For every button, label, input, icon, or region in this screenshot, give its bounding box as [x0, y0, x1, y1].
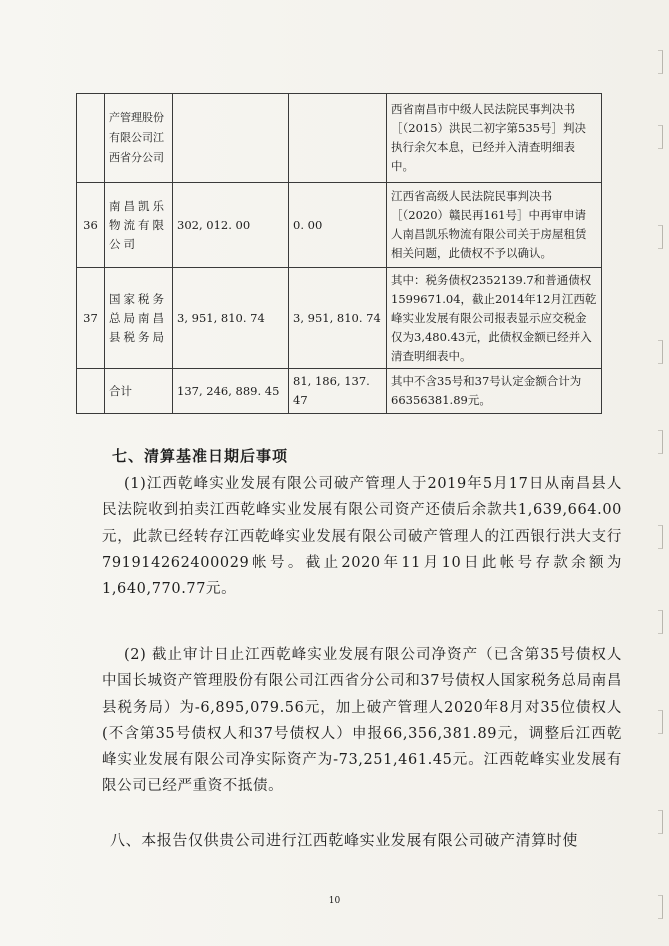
- binding-mark: [658, 430, 663, 454]
- section-heading: 八、本报告仅供贵公司进行江西乾峰实业发展有限公司破产清算时使: [110, 831, 579, 849]
- confirmed-amount: [289, 94, 387, 183]
- table-row: [77, 268, 602, 369]
- row-number: 37: [77, 268, 105, 369]
- creditor-name: 产管理股份有限公司江西省分公司: [105, 94, 173, 183]
- binding-mark: [658, 125, 663, 149]
- paragraph: [102, 471, 622, 602]
- row-number: [77, 94, 105, 183]
- claimed-amount: 302, 012. 00: [173, 183, 289, 268]
- binding-mark: [658, 225, 663, 249]
- creditor-name: 国家税务总局南昌县税务局: [105, 268, 173, 369]
- total-confirmed-amount: 81, 186, 137. 47: [289, 369, 387, 414]
- total-remark: 其中不含35号和37号认定金额合计为66356381.89元。: [387, 369, 602, 414]
- table-row: [77, 183, 602, 268]
- table-row: [77, 94, 602, 183]
- section-heading: 七、清算基准日期后事项: [112, 447, 289, 465]
- paragraph-text: (1)江西乾峰实业发展有限公司破产管理人于2019年5月17日从南昌县人民法院收到拍卖江西乾峰实业发展有限公司资产还债后余款共1,639,664.00元，此款已经转存江西乾峰实业发展有限公司破产管理人的江西银行洪大支行791914262400029帐号。截止2020年11月10日此帐号存款余额为1,640,770.77元。: [102, 476, 622, 598]
- binding-mark: [658, 525, 663, 549]
- confirmed-amount: 0. 00: [289, 183, 387, 268]
- binding-mark: [658, 50, 663, 74]
- claims-table: [76, 93, 602, 414]
- page-number: 10: [328, 896, 341, 906]
- table-total-row: [77, 369, 602, 414]
- confirmed-amount: 3, 951, 810. 74: [289, 268, 387, 369]
- paragraph-text: (2) 截止审计日止江西乾峰实业发展有限公司净资产（已含第35号债权人中国长城资产管理股份有限公司江西省分公司和37号债权人国家税务总局南昌县税务局）为-6,895,079.56元，加上破产管理人2020年8月对35位债权人(不含第35号债权人和37号债权人）申报66,356,381.89元，调整后江西乾峰实业发展有限公司净实际资产为-73,251,461.45元。江西乾峰实业发展有限公司已经严重资不抵债。: [102, 647, 622, 795]
- binding-mark: [658, 340, 663, 364]
- binding-marks: [651, 50, 663, 920]
- remark: 江西省高级人民法院民事判决书［（2020）赣民再161号］中再审申请人南昌凯乐物流有限公司关于房屋租赁相关问题，此债权不予以确认。: [387, 183, 602, 268]
- row-number: 36: [77, 183, 105, 268]
- row-number-empty: [77, 369, 105, 414]
- binding-mark: [658, 810, 663, 834]
- claimed-amount: [173, 94, 289, 183]
- total-claimed-amount: 137, 246, 889. 45: [173, 369, 289, 414]
- paragraph: [102, 642, 622, 800]
- total-label: 合计: [105, 369, 173, 414]
- remark: 西省南昌市中级人民法院民事判决书［（2015）洪民二初字第535号］判决执行余欠本息，已经并入清查明细表中。: [387, 94, 602, 183]
- creditor-name: 南昌凯乐物流有限公司: [105, 183, 173, 268]
- binding-mark: [658, 710, 663, 734]
- remark: 其中：税务债权2352139.7和普通债权1599671.04，截止2014年12月江西乾峰实业发展有限公司报表显示应交税金仅为3,480.43元，此债权金额已经并入清查明细表中。: [387, 268, 602, 369]
- claimed-amount: 3, 951, 810. 74: [173, 268, 289, 369]
- binding-mark: [658, 610, 663, 634]
